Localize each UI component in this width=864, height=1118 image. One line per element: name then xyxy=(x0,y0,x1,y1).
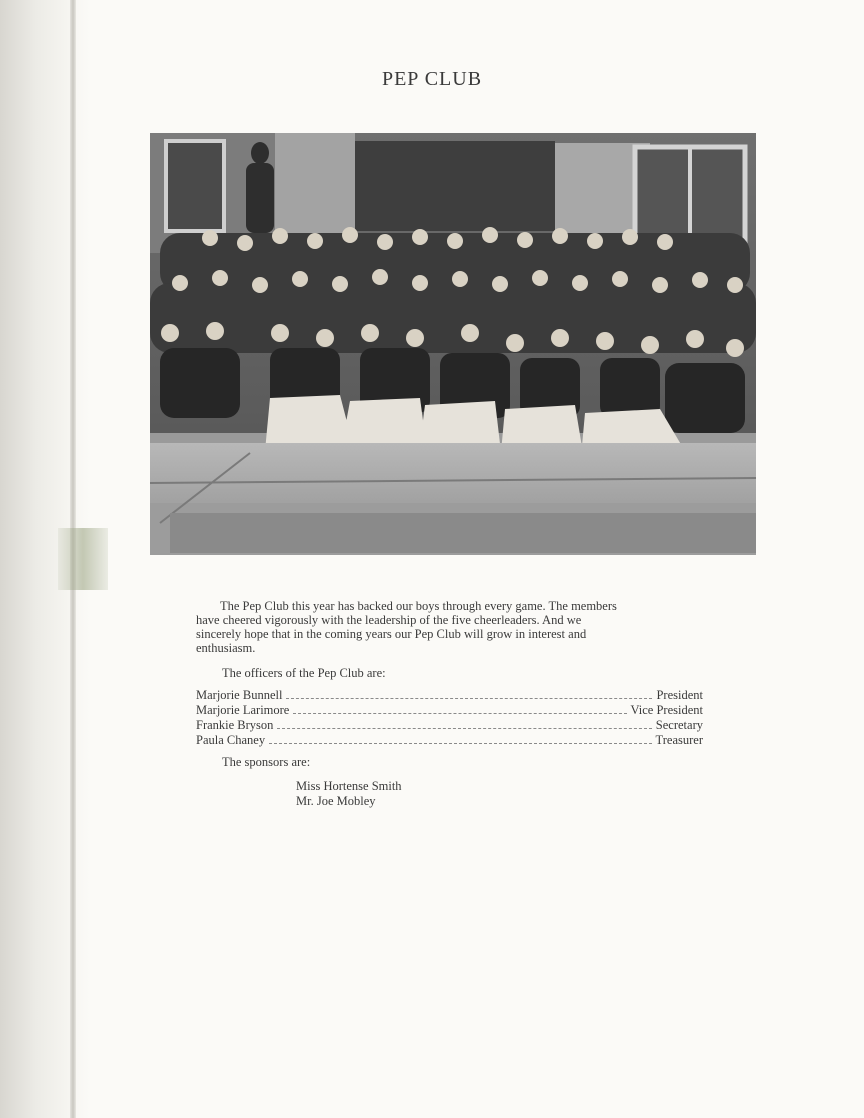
officer-row xyxy=(196,688,703,702)
page-title: PEP CLUB xyxy=(381,68,483,90)
paragraph-line: enthusiasm. xyxy=(196,641,256,655)
intro-paragraph xyxy=(196,599,704,655)
officer-name: Paula Chaney xyxy=(196,733,266,747)
group-photo xyxy=(150,133,756,555)
paragraph-line: sincerely hope that in the coming years our Pep Club will grow in interest and xyxy=(196,627,587,641)
paragraph-line: have cheered vigorously with the leadership of the five cheerleaders. And we xyxy=(196,613,582,627)
page-stain xyxy=(58,528,108,590)
leader-dots xyxy=(269,734,651,744)
officer-role: President xyxy=(656,688,703,702)
officer-row xyxy=(196,733,703,747)
officer-name: Frankie Bryson xyxy=(196,718,274,732)
officer-role: Vice President xyxy=(630,703,703,717)
officer-role: Treasurer xyxy=(655,733,703,747)
sponsor-name: Mr. Joe Mobley xyxy=(296,794,376,808)
paragraph-line: The Pep Club this year has backed our boys through every game. The members xyxy=(220,599,617,613)
leader-dots xyxy=(277,719,651,729)
officer-role: Secretary xyxy=(655,718,703,732)
leader-dots xyxy=(286,689,652,699)
sponsors-intro: The sponsors are: xyxy=(222,755,311,769)
officer-name: Marjorie Larimore xyxy=(196,703,290,717)
officer-name: Marjorie Bunnell xyxy=(196,688,283,702)
officers-intro: The officers of the Pep Club are: xyxy=(222,666,386,680)
leader-dots xyxy=(293,704,626,714)
officer-row xyxy=(196,718,703,732)
sponsor-name: Miss Hortense Smith xyxy=(296,779,402,793)
officer-row xyxy=(196,703,703,717)
